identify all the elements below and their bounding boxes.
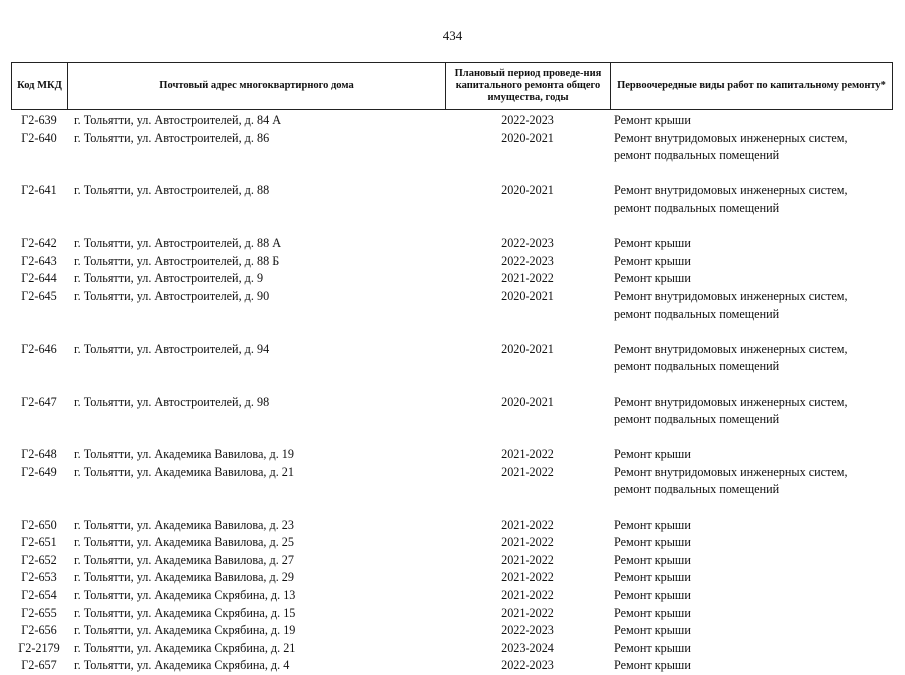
row-code: Г2-643 (21, 253, 57, 268)
row-work-line: ремонт подвальных помещений (614, 359, 780, 374)
row-work-line: Ремонт крыши (614, 605, 691, 620)
table-row (11, 270, 893, 288)
row-works (610, 552, 893, 570)
row-work-line: Ремонт крыши (614, 447, 691, 462)
table-row (11, 235, 893, 253)
row-address: г. Тольятти, ул. Академика Скрябина, д. 4 (74, 658, 290, 673)
row-works (610, 288, 893, 323)
table-row (11, 622, 893, 640)
row-address: г. Тольятти, ул. Академика Скрябина, д. 21 (74, 640, 296, 655)
row-period: 2022-2023 (501, 113, 554, 127)
row-period: 2021-2022 (501, 447, 554, 462)
row-period: 2022-2023 (501, 658, 554, 673)
row-work-line: Ремонт крыши (614, 535, 691, 550)
row-work-line: Ремонт крыши (614, 517, 691, 532)
row-work-line: Ремонт крыши (614, 113, 691, 127)
row-period: 2021-2022 (501, 552, 554, 567)
row-work-line: ремонт подвальных помещений (614, 482, 780, 497)
row-address: г. Тольятти, ул. Автостроителей, д. 98 (74, 394, 270, 409)
row-period: 2023-2024 (501, 640, 554, 655)
table-row (11, 288, 893, 323)
row-works (610, 605, 893, 623)
row-works (610, 622, 893, 640)
row-address: г. Тольятти, ул. Автостроителей, д. 88 Б (74, 253, 280, 268)
table-row (11, 394, 893, 429)
row-works (610, 235, 893, 253)
row-code: Г2-645 (21, 288, 57, 303)
table-row (11, 517, 893, 535)
row-address: г. Тольятти, ул. Автостроителей, д. 9 (74, 271, 264, 286)
row-code: Г2-656 (21, 623, 57, 638)
row-works (610, 517, 893, 535)
row-code: Г2-654 (21, 588, 57, 603)
table-body (11, 112, 893, 675)
row-code: Г2-2179 (18, 640, 60, 655)
row-address: г. Тольятти, ул. Автостроителей, д. 86 (74, 130, 270, 145)
row-work-line: Ремонт крыши (614, 253, 691, 268)
row-works (610, 270, 893, 288)
table-row (11, 341, 893, 376)
table-row (11, 640, 893, 658)
row-period: 2021-2022 (501, 271, 554, 286)
row-code: Г2-650 (21, 517, 57, 532)
row-address: г. Тольятти, ул. Академика Вавилова, д. 21 (74, 464, 294, 479)
row-code: Г2-642 (21, 236, 57, 251)
row-address: г. Тольятти, ул. Академика Вавилова, д. 27 (74, 552, 294, 567)
row-code: Г2-651 (21, 535, 57, 550)
row-period: 2021-2022 (501, 570, 554, 585)
row-work-line: Ремонт крыши (614, 552, 691, 567)
row-period: 2021-2022 (501, 588, 554, 603)
row-period: 2022-2023 (501, 236, 554, 251)
row-works (610, 657, 893, 675)
row-code: Г2-641 (21, 183, 57, 198)
row-period: 2021-2022 (501, 605, 554, 620)
row-address: г. Тольятти, ул. Автостроителей, д. 84 А (74, 113, 282, 127)
row-address: г. Тольятти, ул. Академика Вавилова, д. 29 (74, 570, 294, 585)
row-period: 2020-2021 (501, 130, 554, 145)
row-works (610, 587, 893, 605)
row-code: Г2-639 (21, 113, 57, 127)
row-works (610, 569, 893, 587)
table-row (11, 182, 893, 217)
row-work-line: Ремонт крыши (614, 588, 691, 603)
row-work-line: ремонт подвальных помещений (614, 412, 780, 427)
row-work-line: Ремонт крыши (614, 271, 691, 286)
row-works (610, 464, 893, 499)
row-code: Г2-640 (21, 130, 57, 145)
row-code: Г2-649 (21, 464, 57, 479)
row-work-line: Ремонт крыши (614, 570, 691, 585)
header-works: Первоочередные виды работ по капитальному ремонту* (610, 63, 893, 109)
table-row (11, 446, 893, 464)
row-code: Г2-648 (21, 447, 57, 462)
row-work-line: Ремонт внутридомовых инженерных систем, (614, 464, 848, 479)
row-work-line: Ремонт крыши (614, 658, 691, 673)
header-code: Код МКД (11, 63, 67, 109)
row-period: 2020-2021 (501, 341, 554, 356)
row-period: 2020-2021 (501, 288, 554, 303)
row-work-line: Ремонт крыши (614, 640, 691, 655)
row-work-line: ремонт подвальных помещений (614, 200, 780, 215)
table-row (11, 534, 893, 552)
table-header (11, 62, 893, 110)
row-work-line: Ремонт крыши (614, 623, 691, 638)
row-works (610, 253, 893, 271)
table-row (11, 464, 893, 499)
row-work-line: Ремонт внутридомовых инженерных систем, (614, 394, 848, 409)
row-period: 2020-2021 (501, 183, 554, 198)
table-row (11, 587, 893, 605)
table-row (11, 253, 893, 271)
row-period: 2021-2022 (501, 517, 554, 532)
row-works (610, 534, 893, 552)
row-works (610, 130, 893, 165)
row-works (610, 394, 893, 429)
row-period: 2020-2021 (501, 394, 554, 409)
row-code: Г2-647 (21, 394, 57, 409)
table-row (11, 605, 893, 623)
row-code: Г2-653 (21, 570, 57, 585)
row-address: г. Тольятти, ул. Автостроителей, д. 94 (74, 341, 270, 356)
row-address: г. Тольятти, ул. Академика Вавилова, д. 25 (74, 535, 294, 550)
table-row (11, 112, 893, 130)
row-work-line: Ремонт внутридомовых инженерных систем, (614, 130, 848, 145)
row-works (610, 640, 893, 658)
row-work-line: ремонт подвальных помещений (614, 148, 780, 163)
row-address: г. Тольятти, ул. Автостроителей, д. 90 (74, 288, 270, 303)
row-work-line: Ремонт внутридомовых инженерных систем, (614, 341, 848, 356)
row-work-line: ремонт подвальных помещений (614, 306, 780, 321)
header-address: Почтовый адрес многоквартирного дома (67, 63, 445, 109)
table-row (11, 657, 893, 675)
row-works (610, 112, 893, 130)
table-row (11, 130, 893, 165)
table-row (11, 552, 893, 570)
row-period: 2022-2023 (501, 253, 554, 268)
row-code: Г2-655 (21, 605, 57, 620)
table-row (11, 569, 893, 587)
row-address: г. Тольятти, ул. Академика Вавилова, д. 19 (74, 447, 294, 462)
row-code: Г2-644 (21, 271, 57, 286)
row-period: 2021-2022 (501, 464, 554, 479)
row-code: Г2-646 (21, 341, 57, 356)
row-code: Г2-652 (21, 552, 57, 567)
row-works (610, 341, 893, 376)
row-work-line: Ремонт внутридомовых инженерных систем, (614, 183, 848, 198)
row-address: г. Тольятти, ул. Автостроителей, д. 88 А (74, 236, 282, 251)
row-address: г. Тольятти, ул. Академика Скрябина, д. 13 (74, 588, 296, 603)
row-address: г. Тольятти, ул. Академика Скрябина, д. 19 (74, 623, 296, 638)
row-address: г. Тольятти, ул. Академика Вавилова, д. 23 (74, 517, 294, 532)
page-number: 434 (442, 28, 463, 43)
row-works (610, 446, 893, 464)
row-work-line: Ремонт внутридомовых инженерных систем, (614, 288, 848, 303)
row-work-line: Ремонт крыши (614, 236, 691, 251)
row-code: Г2-657 (21, 658, 57, 673)
row-period: 2022-2023 (501, 623, 554, 638)
row-address: г. Тольятти, ул. Автостроителей, д. 88 (74, 183, 270, 198)
row-period: 2021-2022 (501, 535, 554, 550)
row-works (610, 182, 893, 217)
header-period: Плановый период проведе-ния капитального ремонта общего имущества, годы (445, 63, 610, 109)
row-address: г. Тольятти, ул. Академика Скрябина, д. 15 (74, 605, 296, 620)
